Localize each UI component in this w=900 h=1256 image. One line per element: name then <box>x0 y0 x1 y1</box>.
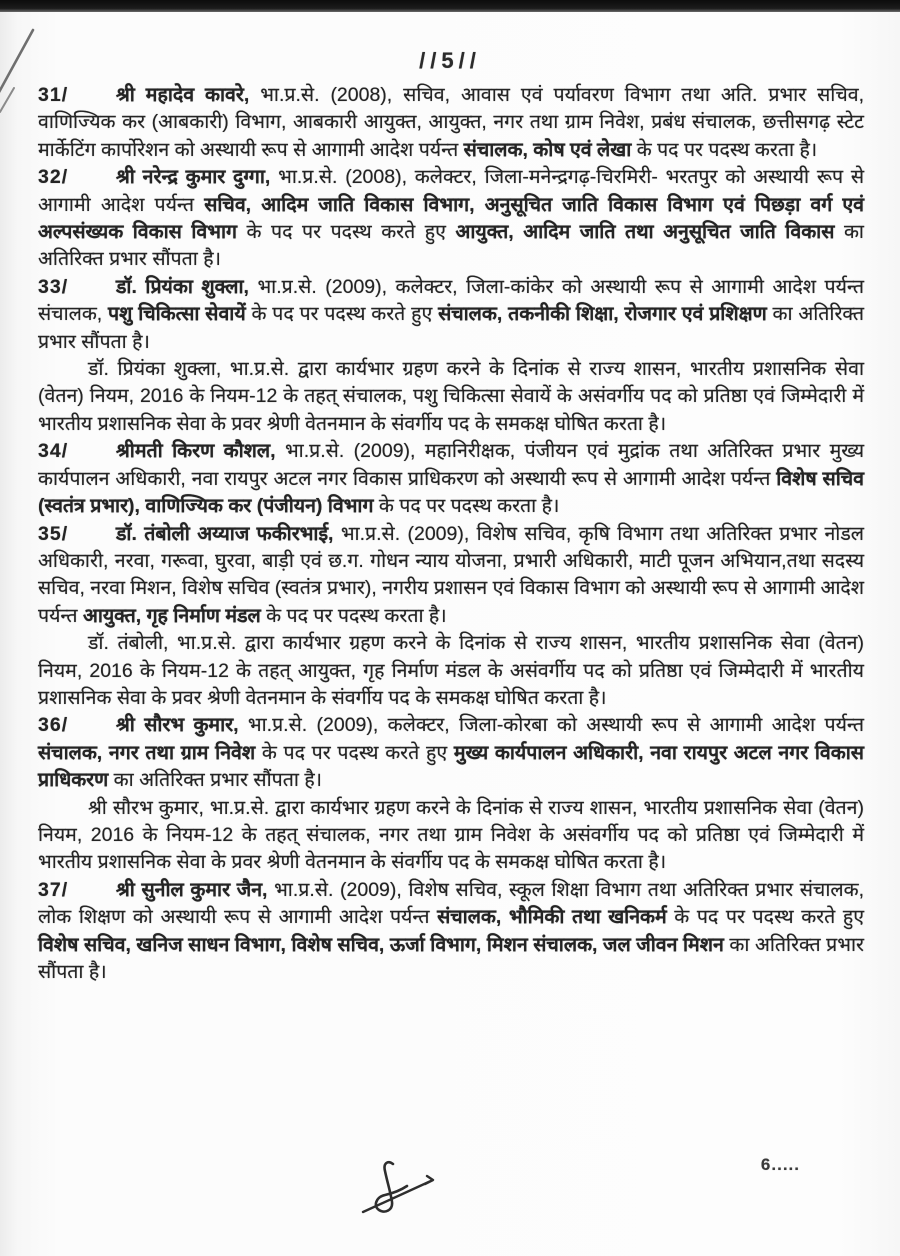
para-37-number: 37/ <box>38 878 69 901</box>
para-33 <box>38 274 864 356</box>
emphasized-text: मुख्य कार्यपालन अधिकारी, नवा रायपुर अटल नगर विकास प्राधिकरण <box>38 741 864 792</box>
body-text: श्री सौरभ कुमार, भा.प्र.से. द्वारा कार्यभार ग्रहण करने के दिनांक से राज्य शासन, भारतीय प्रशासनिक सेवा (वेतन) नियम, 2016 के नियम-12 के तहत् संचालक, नगर तथा ग्राम निवेश के असंवर्गीय पद को प्रतिष्ठा एवं जिम्मेदारी में भारतीय प्रशासनिक सेवा के प्रवर श्रेणी वेतनमान के संवर्गीय पद के समकक्ष घोषित करता है। <box>38 796 864 874</box>
body-text: के पद पर पदस्थ करता है। <box>373 495 560 518</box>
body-text: डॉ. प्रियंका शुक्ला, भा.प्र.से. द्वारा कार्यभार ग्रहण करने के दिनांक से राज्य शासन, भारतीय प्रशासनिक सेवा (वेतन) नियम, 2016 के नियम-12 के तहत् संचालक, पशु चिकित्सा सेवायें के असंवर्गीय पद को प्रतिष्ठा एवं जिम्मेदारी में भारतीय प्रशासनिक सेवा के प्रवर श्रेणी वेतनमान के संवर्गीय पद के समकक्ष घोषित करता है। <box>38 358 864 435</box>
body-text: भा.प्र.से. (2009), कलेक्टर, जिला-कोरबा को अस्थायी रूप से आगामी आदेश पर्यन्त <box>238 714 864 737</box>
para-33-number: 33/ <box>38 275 69 298</box>
body-text: भा.प्र.से. (2008), कलेक्टर, जिला-मनेन्द्रगढ़-चिरमिरी- भरतपुर को अस्थायी रूप से आगामी आदेश पर्यन्त <box>38 166 865 216</box>
emphasized-text: श्री नरेन्द्र कुमार दुग्गा, <box>116 166 271 189</box>
emphasized-text: पशु चिकित्सा सेवायें <box>108 303 246 326</box>
emphasized-text: सचिव, आदिम जाति विकास विभाग, अनुसूचित जाति विकास विभाग एवं पिछड़ा वर्ग एवं अल्पसंख्यक विकास विभाग <box>38 193 864 244</box>
body-text: का अतिरिक्त प्रभार सौंपता है। <box>38 221 864 271</box>
para-32 <box>38 164 864 274</box>
body-text: का अतिरिक्त प्रभार सौंपता है। <box>38 303 864 353</box>
para-35-number: 35/ <box>38 522 69 545</box>
body-text: डॉ. तंबोली, भा.प्र.से. द्वारा कार्यभार ग्रहण करने के दिनांक से राज्य शासन, भारतीय प्रशासनिक सेवा (वेतन) नियम, 2016 के नियम-12 के तहत् आयुक्त, गृह निर्माण मंडल के असंवर्गीय पद को प्रतिष्ठा एवं जिम्मेदारी में भारतीय प्रशासनिक सेवा के प्रवर श्रेणी वेतनमान के संवर्गीय पद के समकक्ष घोषित करता है। <box>38 632 864 709</box>
body-text: भा.प्र.से. (2009), विशेष सचिव, कृषि विभाग तथा अतिरिक्त प्रभार नोडल अधिकारी, नरवा, गरूवा, घुरवा, बाड़ी एवं छ.ग. गोधन न्याय योजना, प्रभारी अधिकारी, माटी पूजन अभियान,तथा सदस्य सचिव, नरवा मिशन, विशेष सचिव (स्वतंत्र प्रभार), नगरीय प्रशासन एवं विकास विभाग को अस्थायी रूप से आगामी आदेश पर्यन्त <box>38 522 864 627</box>
emphasized-text: संचालक, भौमिकी तथा खनिकर्म <box>437 906 667 929</box>
para-35 <box>38 521 864 631</box>
body-text: के पद पर पदस्थ करते हुए <box>255 741 454 764</box>
para-34-number: 34/ <box>38 440 69 463</box>
body-text: भा.प्र.से. (2008), सचिव, आवास एवं पर्यावरण विभाग तथा अति. प्रभार सचिव, वाणिज्यिक कर (आबकारी) विभाग, आबकारी आयुक्त, आयुक्त, नगर तथा ग्राम निवेश, प्रबंध संचालक, छत्तीसगढ़ स्टेट मार्केटिंग कार्पोरेशन को अस्थायी रूप से आगामी आदेश पर्यन्त <box>38 84 864 161</box>
body-text: भा.प्र.से. (2009), विशेष सचिव, स्कूल शिक्षा विभाग तथा अतिरिक्त प्रभार संचालक, लोक शिक्षण को अस्थायी रूप से आगामी आदेश पर्यन्त <box>38 878 864 929</box>
body-text: भा.प्र.से. (2009), कलेक्टर, जिला-कांकेर को अस्थायी रूप से आगामी आदेश पर्यन्त संचालक, <box>38 275 864 326</box>
para-36 <box>38 712 864 794</box>
emphasized-text: आयुक्त, आदिम जाति तथा अनुसूचित जाति विकास <box>455 221 835 244</box>
emphasized-text: डॉ. प्रियंका शुक्ला, <box>116 275 249 298</box>
para-35-note <box>38 630 864 712</box>
emphasized-text: विशेष सचिव, खनिज साधन विभाग, विशेष सचिव, ऊर्जा विभाग, मिशन संचालक, जल जीवन मिशन <box>38 933 724 956</box>
para-37 <box>38 877 864 987</box>
body-text: भा.प्र.से. (2009), महानिरीक्षक, पंजीयन एवं मुद्रांक तथा अतिरिक्त प्रभार मुख्य कार्यपालन अधिकारी, नवा रायपुर अटल नगर विकास प्राधिकरण को अस्थायी रूप से आगामी आदेश पर्यन्त <box>38 440 864 490</box>
emphasized-text: डॉ. तंबोली अय्याज फकीरभाई, <box>116 522 334 545</box>
para-31 <box>38 82 864 164</box>
signature-mark <box>355 1150 465 1225</box>
body-text: के पद पर पदस्थ करता है। <box>631 138 818 161</box>
para-36-note <box>38 795 864 877</box>
para-32-number: 32/ <box>38 166 69 189</box>
footer-next-page-number: 6..... <box>760 1155 800 1174</box>
body-text: के पद पर पदस्थ करते हुए <box>245 303 439 326</box>
scan-artifact-top-bar <box>0 0 900 12</box>
emphasized-text: संचालक, कोष एवं लेखा <box>463 138 632 161</box>
document-body <box>38 82 864 986</box>
emphasized-text: आयुक्त, गृह निर्माण मंडल <box>82 604 261 627</box>
body-text: का अतिरिक्त प्रभार सौंपता है। <box>108 769 323 792</box>
emphasized-text: संचालक, तकनीकी शिक्षा, रोजगार एवं प्रशिक्षण <box>438 303 767 326</box>
para-36-number: 36/ <box>38 714 69 737</box>
emphasized-text: श्री सौरभ कुमार, <box>116 714 239 737</box>
para-33-note <box>38 356 864 438</box>
emphasized-text: विशेष सचिव (स्वतंत्र प्रभार), वाणिज्यिक कर (पंजीयन) विभाग <box>38 467 864 518</box>
para-31-number: 31/ <box>38 84 69 106</box>
emphasized-text: श्री सुनील कुमार जैन, <box>116 878 268 901</box>
emphasized-text: श्रीमती किरण कौशल, <box>116 440 276 463</box>
header-page-number: //5// <box>419 48 481 73</box>
emphasized-text: श्री महादेव कावरे, <box>116 84 250 106</box>
body-text: के पद पर पदस्थ करता है। <box>260 604 447 627</box>
body-text: के पद पर पदस्थ करते हुए <box>237 221 456 244</box>
body-text: के पद पर पदस्थ करते हुए <box>666 906 864 929</box>
para-34 <box>38 438 864 520</box>
body-text: का अतिरिक्त प्रभार सौंपता है। <box>38 933 864 983</box>
emphasized-text: संचालक, नगर तथा ग्राम निवेश <box>38 741 256 764</box>
